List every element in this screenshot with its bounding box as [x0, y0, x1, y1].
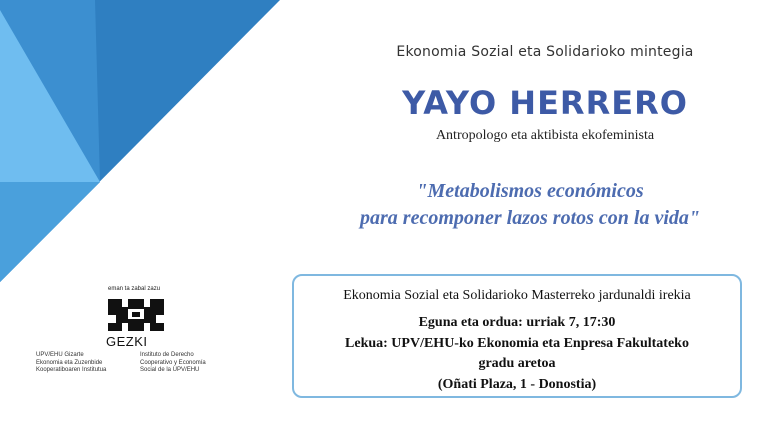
event-intro: Ekonomia Sozial eta Solidarioko Masterreko jardunaldi irekia: [343, 288, 691, 303]
logo-caption-line: Kooperatiboaren Institutua: [36, 367, 107, 373]
speaker-role: Antropologo eta aktibista ekofeminista: [435, 128, 655, 143]
talk-title-line-1: "Metabolismos económicos: [416, 180, 644, 202]
logo-caption-line: Ekonomia eta Zuzenbide: [36, 359, 103, 366]
speaker-name: YAYO HERRERO: [402, 84, 688, 122]
decorative-blue-triangles: [0, 0, 300, 300]
upv-ehu-emblem-icon: [106, 295, 166, 335]
event-date-time: Eguna eta ordua: urriak 7, 17:30: [418, 315, 616, 330]
talk-title: [300, 178, 760, 232]
event-address: (Oñati Plaza, 1 - Donostia): [437, 377, 597, 392]
logo-name: GEZKI: [106, 334, 148, 349]
gezki-logo: [30, 286, 240, 386]
logo-caption-line: Social de la UPV/EHU: [140, 367, 200, 373]
event-location-line-2: gradu aretoa: [478, 356, 556, 371]
logo-caption-line: Cooperativo y Economía: [140, 359, 206, 366]
event-info-box: [292, 274, 742, 398]
talk-title-line-2: para recomponer lazos rotos con la vida": [360, 207, 700, 229]
logo-motto: eman ta zabal zazu: [108, 286, 161, 292]
logo-caption-line: Instituto de Derecho: [140, 352, 194, 358]
logo-caption-basque: [36, 352, 106, 375]
seminar-subtitle: Ekonomia Sozial eta Solidarioko mintegia: [396, 44, 694, 60]
event-location-line-1: Lekua: UPV/EHU-ko Ekonomia eta Enpresa Fakultateko: [345, 336, 689, 351]
logo-caption-line: UPV/EHU Gizarte: [36, 352, 84, 358]
event-location: [294, 334, 740, 374]
logo-caption-spanish: [140, 352, 206, 375]
